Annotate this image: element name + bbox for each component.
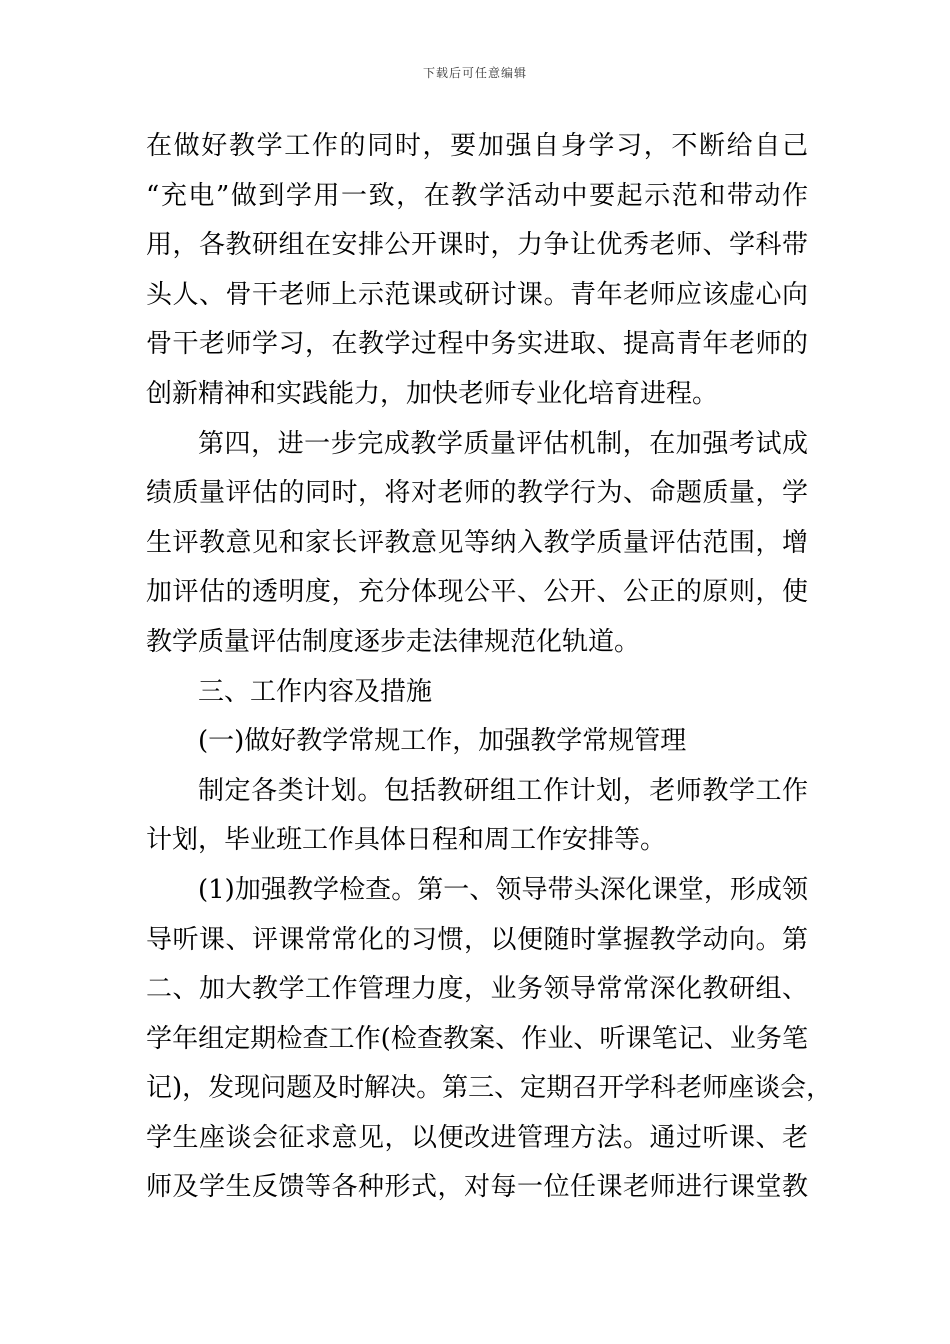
text-line: 记)，发现问题及时解决。第三、定期召开学科老师座谈会， — [146, 1073, 833, 1104]
text-line: (1)加强教学检查。第一、领导带头深化课堂，形成领 — [198, 874, 808, 905]
text-line: 教学质量评估制度逐步走法律规范化轨道。 — [146, 626, 641, 657]
page-header: 下载后可任意编辑 — [422, 66, 527, 80]
text-line: 在做好教学工作的同时，要加强自身学习，不断给自己 — [146, 131, 808, 161]
text-line: 二、加大教学工作管理力度，业务领导常常深化教研组、 — [146, 974, 808, 1005]
text-line: 头人、骨干老师上示范课或研讨课。青年老师应该虚心向 — [146, 279, 808, 310]
document-body — [146, 122, 833, 1213]
text-line: 用，各教研组在安排公开课时，力争让优秀老师、学科带 — [146, 230, 808, 261]
text-line: 三、工作内容及措施 — [198, 676, 433, 707]
text-line: 师及学生反馈等各种形式，对每一位任课老师进行课堂教 — [146, 1172, 808, 1203]
text-line: 加评估的透明度，充分体现公平、公开、公正的原则，使 — [146, 577, 808, 608]
text-line: 生评教意见和家长评教意见等纳入教学质量评估范围，增 — [146, 527, 808, 558]
text-line: 学生座谈会征求意见，以便改进管理方法。通过听课、老 — [146, 1122, 808, 1153]
text-line: 制定各类计划。包括教研组工作计划，老师教学工作 — [198, 775, 808, 806]
text-line: 导听课、评课常常化的习惯，以便随时掌握教学动向。第 — [146, 924, 808, 955]
text-line: 骨干老师学习，在教学过程中务实进取、提高青年老师的 — [146, 329, 808, 360]
text-line: 创新精神和实践能力，加快老师专业化培育进程。 — [146, 378, 719, 409]
text-line: 计划，毕业班工作具体日程和周工作安排等。 — [146, 825, 667, 856]
text-line: (一)做好教学常规工作，加强教学常规管理 — [198, 726, 687, 757]
text-line: 第四，进一步完成教学质量评估机制，在加强考试成 — [198, 428, 808, 459]
text-line: “充电”做到学用一致，在教学活动中要起示范和带动作 — [146, 180, 808, 211]
text-line: 学年组定期检查工作(检查教案、作业、听课笔记、业务笔 — [146, 1023, 808, 1054]
text-line: 绩质量评估的同时，将对老师的教学行为、命题质量，学 — [146, 478, 808, 509]
